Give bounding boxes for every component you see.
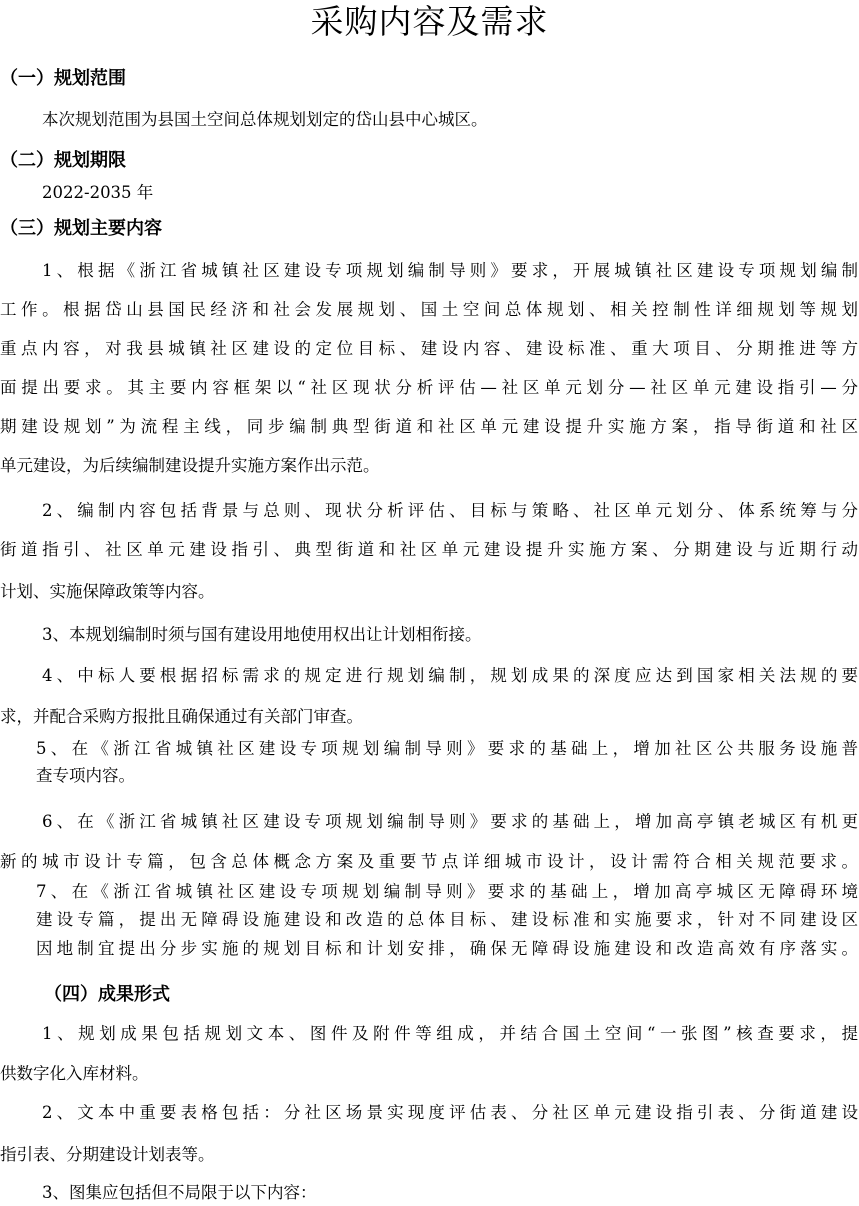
paragraph-line: 面提出要求。其主要内容框架以“社区现状分析评估—社区单元划分—社区单元建设指引—分 xyxy=(0,378,858,397)
paragraph-line: 街道指引、社区单元建设指引、典型街道和社区单元建设提升实施方案、分期建设与近期行动 xyxy=(0,540,858,559)
paragraph-line: 4、中标人要根据招标需求的规定进行规划编制，规划成果的深度应达到国家相关法规的要 xyxy=(42,666,858,685)
section-heading-period: （二）规划期限 xyxy=(0,150,126,171)
paragraph-line: 6、在《浙江省城镇社区建设专项规划编制导则》要求的基础上，增加高亭镇老城区有机更 xyxy=(42,812,858,831)
paragraph-line: 工作。根据岱山县国民经济和社会发展规划、国土空间总体规划、相关控制性详细规划等规划 xyxy=(0,300,858,319)
scope-text: 本次规划范围为县国土空间总体规划划定的岱山县中心城区。 xyxy=(42,110,488,129)
paragraph-line: 单元建设，为后续编制建设提升实施方案作出示范。 xyxy=(0,456,380,475)
paragraph-line: 建设专篇，提出无障碍设施建设和改造的总体目标、建设标准和实施要求，针对不同建设区 xyxy=(36,910,858,929)
paragraph-line: 期建设规划”为流程主线，同步编制典型街道和社区单元建设提升实施方案，指导街道和社区 xyxy=(0,417,858,436)
paragraph-line: 求，并配合采购方报批且确保通过有关部门审查。 xyxy=(0,707,363,726)
section-heading-scope: （一）规划范围 xyxy=(0,68,126,89)
section-heading-results: （四）成果形式 xyxy=(44,984,170,1005)
paragraph-line: 3、本规划编制时须与国有建设用地使用权出让计划相衔接。 xyxy=(42,625,482,644)
paragraph-line: 3、图集应包括但不局限于以下内容： xyxy=(42,1183,317,1202)
paragraph-line: 供数字化入库材料。 xyxy=(0,1064,149,1083)
paragraph-line: 1、根据《浙江省城镇社区建设专项规划编制导则》要求，开展城镇社区建设专项规划编制 xyxy=(42,261,858,280)
period-text: 2022-2035 年 xyxy=(42,183,154,202)
paragraph-line: 2、文本中重要表格包括：分社区场景实现度评估表、分社区单元建设指引表、分街道建设 xyxy=(42,1103,858,1122)
paragraph-line: 计划、实施保障政策等内容。 xyxy=(0,582,215,601)
paragraph-line: 新的城市设计专篇，包含总体概念方案及重要节点详细城市设计，设计需符合相关规范要求。 xyxy=(0,852,858,871)
paragraph-line: 重点内容，对我县城镇社区建设的定位目标、建设内容、建设标准、重大项目、分期推进等方 xyxy=(0,339,858,358)
paragraph-line: 2、编制内容包括背景与总则、现状分析评估、目标与策略、社区单元划分、体系统筹与分 xyxy=(42,501,858,520)
paragraph-line: 查专项内容。 xyxy=(36,766,135,785)
paragraph-line: 指引表、分期建设计划表等。 xyxy=(0,1145,215,1164)
paragraph-line: 1、规划成果包括规划文本、图件及附件等组成，并结合国土空间“一张图”核查要求，提 xyxy=(42,1024,858,1043)
paragraph-line: 5、在《浙江省城镇社区建设专项规划编制导则》要求的基础上，增加社区公共服务设施普 xyxy=(36,739,858,758)
paragraph-line: 7、在《浙江省城镇社区建设专项规划编制导则》要求的基础上，增加高亭城区无障碍环境 xyxy=(36,882,858,901)
section-heading-content: （三）规划主要内容 xyxy=(0,218,162,239)
paragraph-line: 因地制宜提出分步实施的规划目标和计划安排，确保无障碍设施建设和改造高效有序落实。 xyxy=(36,939,858,958)
page-title: 采购内容及需求 xyxy=(310,2,549,41)
